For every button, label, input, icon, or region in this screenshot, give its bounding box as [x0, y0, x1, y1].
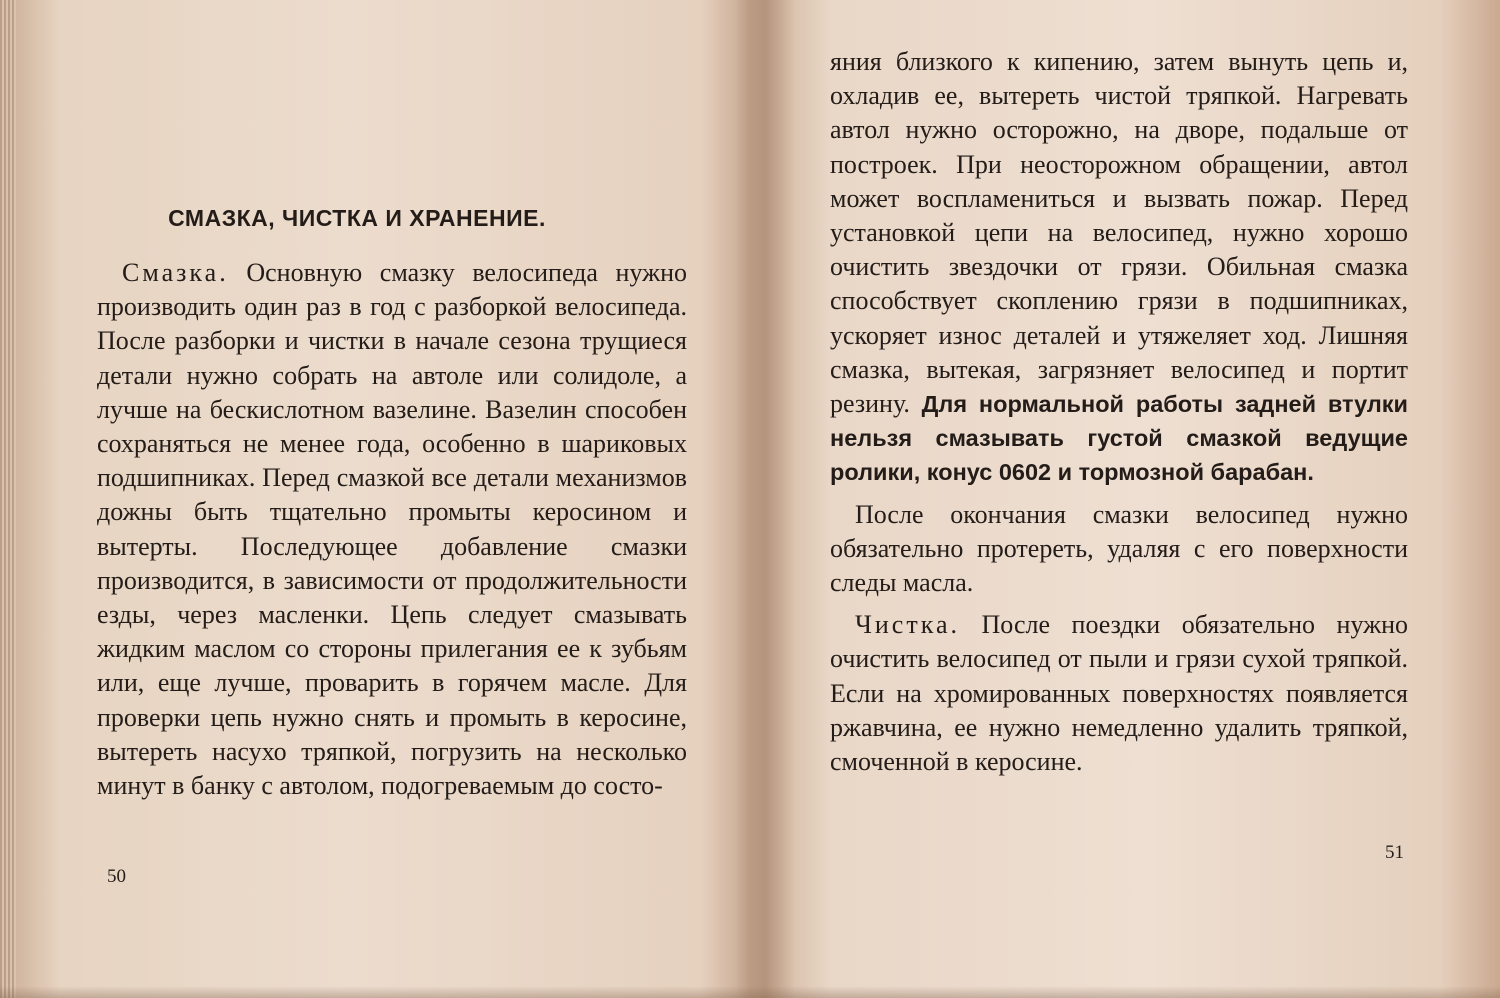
bold-warning: Для нормальной работы задней втулки нельзя смазывать густой смазкой ведущие ролики, конус 0602 и тормозной барабан.: [830, 391, 1408, 486]
left-page-text: [97, 256, 687, 803]
page-edge-bottom: [0, 986, 1500, 998]
lubrication-text: Основную смазку велосипеда нужно производить один раз в год с разборкой велосипеда. После разборки и чистки в начале сезона трущиеся детали нужно собрать на автоле или солидоле, а лучше на бескислотном вазелине. Вазелин способен сохраняться не менее года, особенно в шариковых подшипниках. Перед смазкой все детали механизмов дожны быть тщательно промыты керосином и вытерты. Последующее добавление смазки производится, в зависимости от продолжительности езды, через масленки. Цепь следует смазывать жидким маслом со стороны прилегания ее к зубьям или, еще лучше, проварить в горячем масле. Для проверки цепь нужно снять и промыть в керосине, вытереть насухо тряпкой, погрузить на несколько минут в банку с автолом, подогреваемым до состо-: [97, 258, 687, 801]
page-number-right: 51: [1385, 842, 1404, 863]
cleaning-text: После поездки обязательно нужно очистить велосипед от пыли и грязи сухой тряпкой. Если на хромированных поверхностях появляется ржавчина, ее нужно немедленно удалить тряпкой, смоченной в керосине.: [830, 610, 1409, 777]
continuation-text: яния близкого к кипению, затем вынуть цепь и, охладив ее, вытереть чистой тряпкой. Нагревать автол нужно осторожно, на дворе, подальше от построек. При неосторожном обращении, автол может воспламениться и вызвать пожар. Перед установкой цепи на велосипед, нужно хорошо очистить звездочки от грязи. Обильная смазка способствует скоплению грязи в подшипниках, ускоряет износ деталей и утяжеляет ход. Лишняя смазка, вытекая, загрязняет велосипед и портит резину.: [830, 47, 1408, 419]
cleaning-paragraph: [830, 608, 1408, 779]
cleaning-lead: Чистка.: [855, 610, 960, 640]
right-page-text: [830, 45, 1408, 779]
section-title: СМАЗКА, ЧИСТКА И ХРАНЕНИЕ.: [168, 205, 546, 231]
lubrication-paragraph: [97, 256, 687, 803]
book-gutter: [735, 0, 795, 998]
page-edge-left: [0, 0, 16, 998]
after-lubrication-paragraph: После окончания смазки велосипед нужно обязательно протереть, удаляя с его поверхности следы масла.: [830, 499, 1408, 598]
page-number-left: 50: [107, 866, 126, 887]
continuation-paragraph: [830, 45, 1408, 490]
lubrication-lead: Смазка.: [122, 258, 229, 287]
